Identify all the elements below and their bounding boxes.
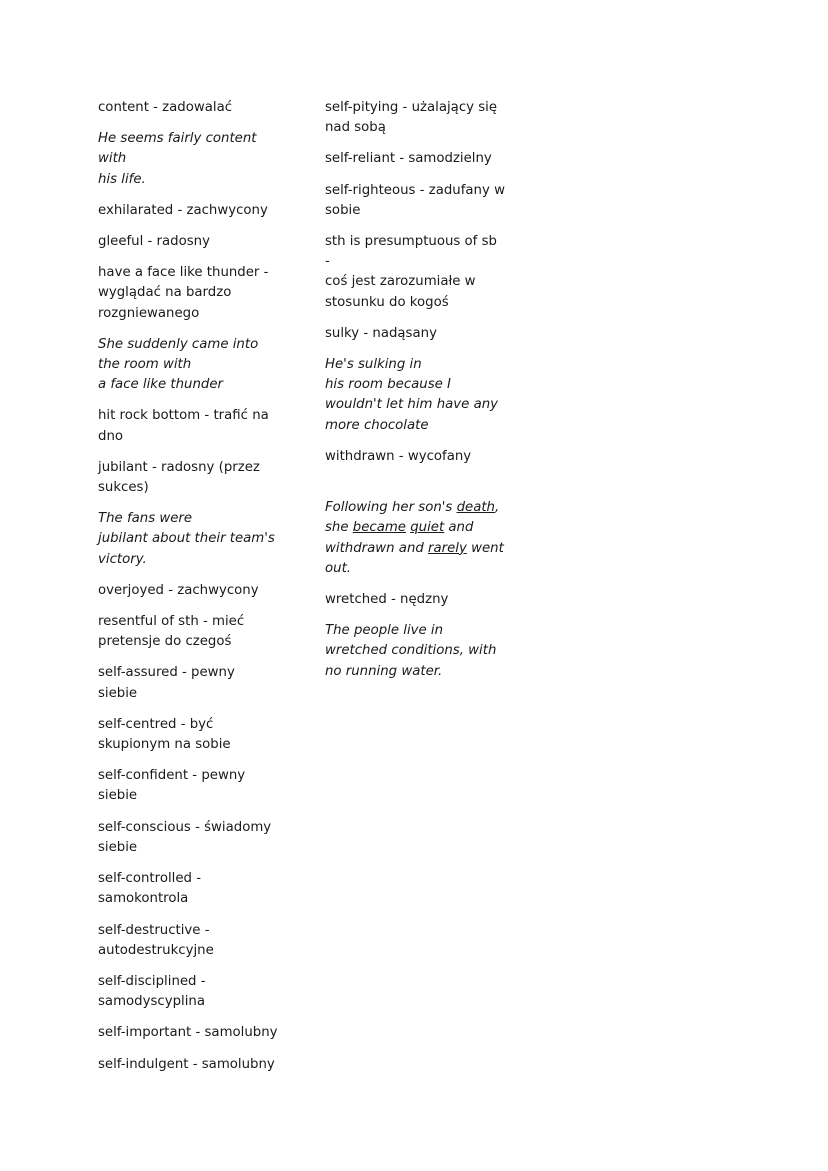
vocab-entry: withdrawn - wycofany [325,448,472,464]
vocab-entry: content - zadowalać [98,100,233,115]
text-fragment: Following her son's [325,500,457,516]
vocab-entry: self-important - samolubny [98,1025,278,1041]
vocab-entry: self-righteous - zadufany w sobie [325,182,505,218]
text-fragment: , she [325,500,500,536]
vocab-entry: sulky - nadąsany [325,325,437,341]
vocab-entry: gleeful - radosny [98,234,210,250]
vocab-entry: resentful of sth - mieć pretensje do czegoś [98,614,245,650]
vocab-entry: wretched - nędzny [325,592,449,608]
left-column [98,98,278,1086]
text-fragment: went out. [325,540,504,576]
vocab-entry: jubilant - radosny (przez sukces) [98,459,260,496]
vocab-entry: exhilarated - zachwycony [98,202,268,218]
example-sentence: She suddenly came into the room with a face like thunder [98,336,259,393]
underlined-word: death [456,500,495,516]
example-sentence-underlined [325,478,505,579]
vocab-entry: self-conscious - świadomy siebie [98,819,272,855]
vocab-entry: self-centred - być skupionym na sobie [98,716,231,753]
vocab-entry: self-confident - pewny siebie [98,768,246,804]
vocab-entry: self-pitying - użalający się nad sobą [325,100,498,136]
vocab-entry: have a face like thunder - wyglądać na bardzo rozgniewanego [98,265,269,321]
underlined-word: rarely [428,540,467,556]
vocab-entry: self-disciplined - samodyscyplina [98,973,206,1010]
vocab-entry: hit rock bottom - trafić na dno [98,408,269,444]
vocab-entry: overjoyed - zachwycony [98,582,259,598]
underlined-word: became [352,520,406,536]
vocab-entry: sth is presumptuous of sb - coś jest zarozumiałe w stosunku do kogoś [325,234,497,310]
example-sentence: The fans were jubilant about their team's victory. [98,511,275,567]
vocab-entry: self-controlled - samokontrola [98,871,201,907]
vocab-entry: self-reliant - samodzielny [325,151,492,167]
example-sentence: He's sulking in his room because I wouldn't let him have any more chocolate [325,357,499,433]
vocab-entry: self-indulgent - samolubny [98,1056,275,1072]
underlined-word: quiet [410,520,445,536]
right-column [325,98,505,693]
example-sentence: He seems fairly content with his life. [98,131,257,187]
text-fragment: and withdrawn and [325,520,474,556]
vocab-entry: self-assured - pewny siebie [98,665,235,701]
example-sentence: The people live in wretched conditions, with no running water. [325,623,497,679]
vocab-entry: self-destructive - autodestrukcyjne [98,922,214,958]
